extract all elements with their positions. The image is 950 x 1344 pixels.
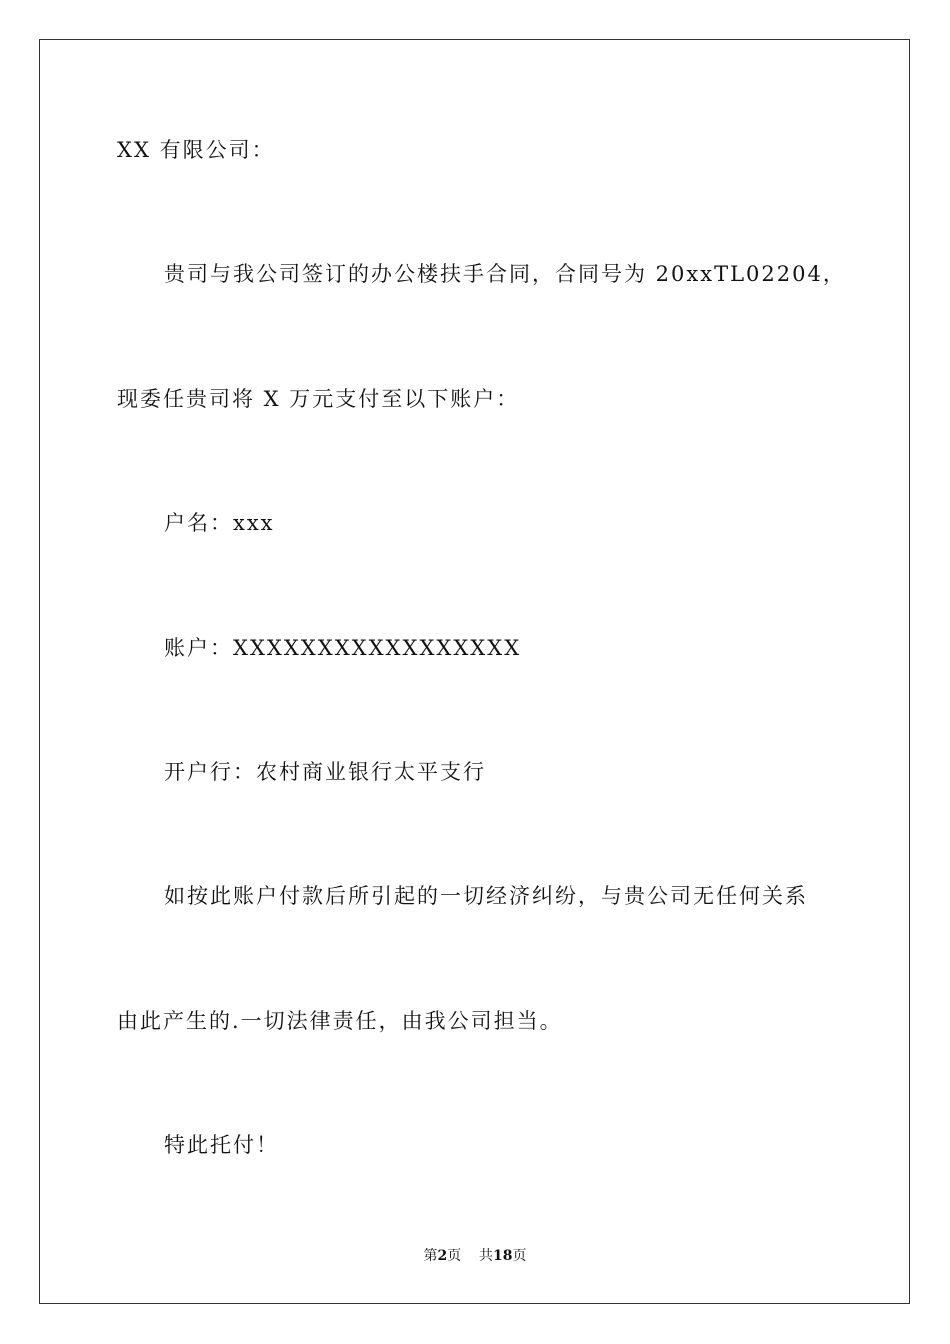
footer-current-page: 2 bbox=[437, 1248, 448, 1264]
paragraph2-line1: 如按此账户付款后所引起的一切经济纠纷，与贵公司无任何关系 bbox=[164, 884, 808, 908]
account-number-line: 账户：XXXXXXXXXXXXXXXXX bbox=[164, 636, 522, 660]
footer-mid: 页 共 bbox=[447, 1248, 494, 1264]
footer-suffix: 页 bbox=[512, 1248, 527, 1264]
account-name-line: 户名：xxx bbox=[164, 511, 275, 535]
page-border bbox=[39, 39, 910, 1304]
closing-line: 特此托付！ bbox=[164, 1133, 279, 1157]
paragraph1-line2: 现委任贵司将 X 万元支付至以下账户： bbox=[117, 387, 520, 411]
footer-total-pages: 18 bbox=[493, 1248, 513, 1264]
bank-line: 开户行：农村商业银行太平支行 bbox=[164, 760, 486, 784]
page-number-footer bbox=[0, 1249, 950, 1263]
salutation: XX 有限公司： bbox=[117, 138, 275, 162]
paragraph1-line1: 贵司与我公司签订的办公楼扶手合同，合同号为 20xxTL02204， bbox=[164, 262, 846, 286]
footer-prefix: 第 bbox=[423, 1248, 438, 1264]
paragraph2-line2: 由此产生的.一切法律责任，由我公司担当。 bbox=[117, 1009, 563, 1033]
